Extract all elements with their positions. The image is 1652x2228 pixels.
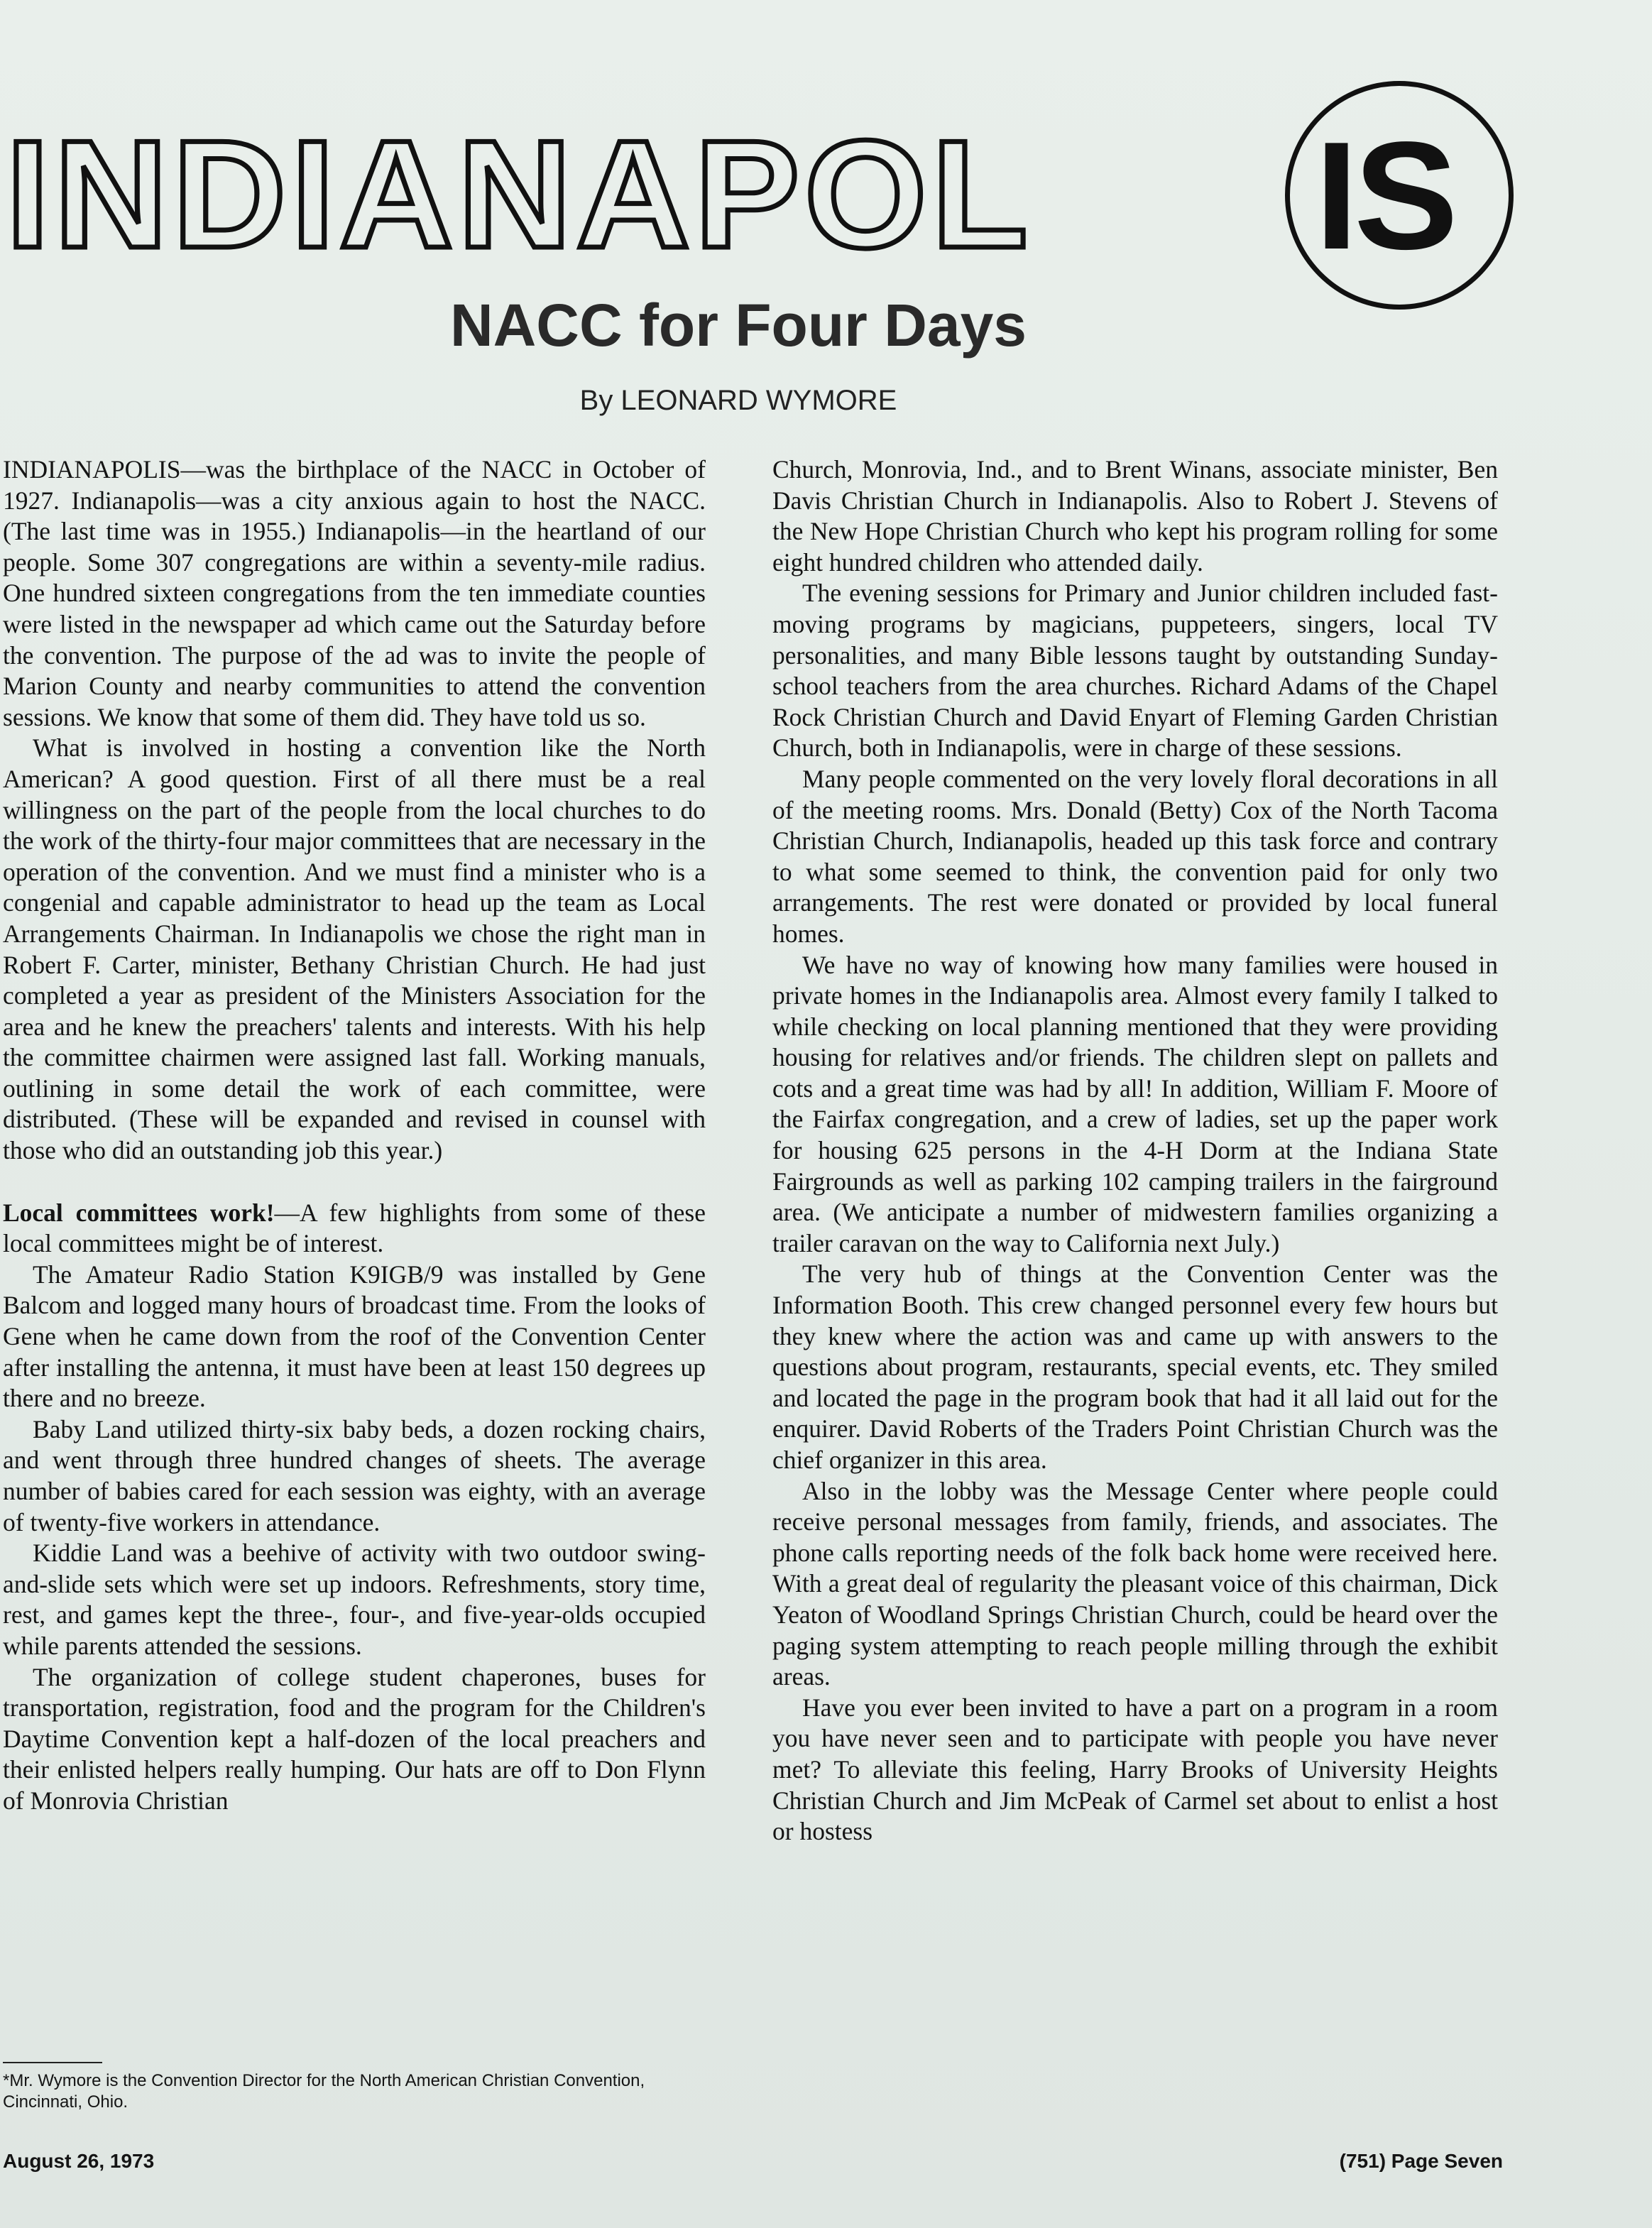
issue-date: August 26, 1973 bbox=[3, 2150, 155, 2172]
paragraph: The Amateur Radio Station K9IGB/9 was installed by Gene Balcom and logged many hours of broadcast time. From the looks of Gene when he came down from the roof of the Convention Center after installing the antenna, it must have been at least 150 degrees up there and no breeze. bbox=[3, 1260, 706, 1413]
paragraph: The evening sessions for Primary and Junior children included fast-moving programs by magicians, puppeteers, singers, local TV personalities, and many Bible lessons taught by outstanding Sunday-school teachers from the area churches. Richard Adams of the Chapel Rock Christian Church and David Enyart of Fleming Garden Christian Church, both in Indianapolis, were in charge of these sessions. bbox=[772, 579, 1498, 763]
left-column bbox=[3, 454, 706, 1817]
paragraph: INDIANAPOLIS—was the birthplace of the NACC in October of 1927. Indianapolis—was a city anxious again to host the NACC. (The last time was in 1955.) Indianapolis—in the heartland of our people. Some 307 congregations are within a seventy-mile radius. One hundred sixteen congregations from the ten immediate counties were listed in the newspaper ad which came out the Saturday before the convention. The purpose of the ad was to invite the people of Marion County and nearby communities to attend the convention sessions. We know that some of them did. They have told us so. bbox=[3, 455, 706, 731]
paragraph: Baby Land utilized thirty-six baby beds, a dozen rocking chairs, and went through three hundred changes of sheets. The average number of babies cared for each session was eighty, with an average of twenty-five workers in attendance. bbox=[3, 1414, 706, 1536]
section-lead: Local committees work! bbox=[3, 1198, 275, 1227]
paragraph: The organization of college student chaperones, buses for transportation, registration, food and the program for the Children's Daytime Convention kept a half-dozen of the local preachers and their enlisted helpers really humping. Our hats are off to Don Flynn of Monrovia Christian bbox=[3, 1662, 706, 1815]
footnote: *Mr. Wymore is the Convention Director for the North American Christian Convention, Cincinnati, Ohio. bbox=[3, 2071, 645, 2112]
paragraph: Have you ever been invited to have a part on a program in a room you have never seen and to participate with people you have never met? To alleviate this feeling, Harry Brooks of University Heights Christian Church and Jim McPeak of Carmel set about to enlist a host or hostess bbox=[772, 1693, 1498, 1846]
paragraph: Church, Monrovia, Ind., and to Brent Winans, associate minister, Ben Davis Christian Church in Indianapolis. Also to Robert J. Stevens of the New Hope Christian Church who kept his program rolling for some eight hundred children who attended daily. bbox=[772, 455, 1498, 577]
masthead-word: INDIANAPOL bbox=[6, 108, 1033, 280]
article-title: NACC for Four Days bbox=[449, 292, 1027, 359]
paragraph: Kiddie Land was a beehive of activity with two outdoor swing-and-slide sets which were set up indoors. Refreshments, story time, rest, and games kept the three-, four-, and five-year-olds occupied while parents attended the sessions. bbox=[3, 1539, 706, 1660]
article-byline: By LEONARD WYMORE bbox=[579, 385, 897, 416]
masthead-circled-letters: IS bbox=[1315, 109, 1454, 281]
paragraph: Also in the lobby was the Message Center where people could receive personal messages from family, friends, and associates. The phone calls reporting needs of the folk back home were received here. With a great deal of regularity the pleasant voice of this chairman, Dick Yeaton of Woodland Springs Christian Church, could be heard over the paging system attempting to reach people milling through the exhibit areas. bbox=[772, 1476, 1498, 1691]
right-column bbox=[772, 454, 1498, 1847]
page-number: (751) Page Seven bbox=[1339, 2150, 1503, 2172]
footnote-rule bbox=[3, 2062, 102, 2063]
paragraph: We have no way of knowing how many families were housed in private homes in the Indianapolis area. Almost every family I talked to while checking on local planning mentioned that they were providing housing for relatives and/or friends. The children slept on pallets and cots and a great time was had by all! In addition, William F. Moore of the Fairfax congregation, and a crew of ladies, set up the paper work for housing 625 persons in the 4-H Dorm at the Indiana State Fairgrounds as well as parking 102 camping trailers in the fairground area. (We anticipate a number of midwestern families organizing a trailer caravan on the way to California next July.) bbox=[772, 950, 1498, 1257]
paragraph: Local committees work!—A few highlights from some of these local committees might be of interest. bbox=[3, 1198, 706, 1258]
paragraph: What is involved in hosting a convention like the North American? A good question. First of all there must be a real willingness on the part of the people from the local churches to do the work of the thirty-four major committees that are necessary in the operation of the convention. And we must find a minister who is a congenial and capable administrator to head up the team as Local Arrangements Chairman. In Indianapolis we chose the right man in Robert F. Carter, minister, Bethany Christian Church. He had just completed a year as president of the Ministers Association for the area and he knew the preachers' talents and interests. With his help the committee chairmen were assigned last fall. Working manuals, outlining in some detail the work of each committee, were distributed. (These will be expanded and revised in counsel with those who did an outstanding job this year.) bbox=[3, 733, 706, 1165]
paragraph: Many people commented on the very lovely floral decorations in all of the meeting rooms. Mrs. Donald (Betty) Cox of the North Tacoma Christian Church, Indianapolis, headed up this task force and contrary to what some seemed to think, the convention paid for only two arrangements. The rest were donated or provided by local funeral homes. bbox=[772, 764, 1498, 948]
paragraph: The very hub of things at the Convention Center was the Information Booth. This crew changed personnel every few hours but they knew where the action was and came up with answers to the questions about program, restaurants, special events, etc. They smiled and located the page in the program book that had it all laid out for the enquirer. David Roberts of the Traders Point Christian Church was the chief organizer in this area. bbox=[772, 1260, 1498, 1474]
